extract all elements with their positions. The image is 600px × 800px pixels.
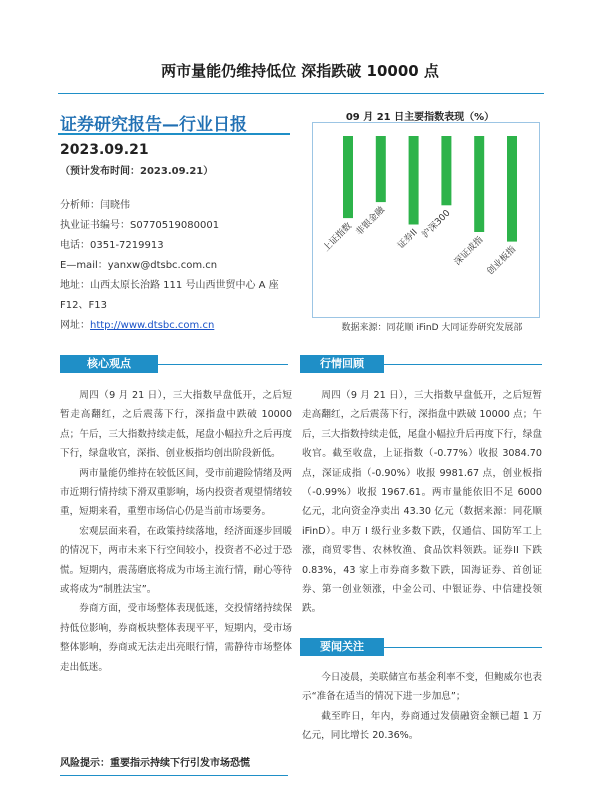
- risk-warning: 风险提示：重要指示持续下行引发市场恐慌: [60, 758, 250, 769]
- market-review-body: [302, 386, 542, 619]
- core-view-body: [60, 386, 292, 677]
- chart-category-label: 创业板指: [485, 244, 519, 278]
- news-paragraph: 今日凌晨，美联储宣布基金利率不变，但鲍威尔也表示“准备在适当的情况下进一步加息”；: [302, 672, 542, 703]
- core-paragraph: 两市量能仍维持在较低区间，受市前避险情绪及两市近期行情持续下滑双重影响，场内投资者观望情绪较重，短期来看，重塑市场信心仍是当前市场要务。: [60, 467, 292, 518]
- chart-bar: [343, 136, 353, 218]
- index-performance-chart: [312, 122, 540, 318]
- report-title-underline: [58, 133, 290, 135]
- website-link[interactable]: http://www.dtsbc.com.cn: [90, 320, 215, 331]
- risk-rule: [60, 775, 288, 776]
- analyst-website: [60, 316, 214, 331]
- analyst-address: 地址：山西太原长治路 111 号山西世贸中心 A 座: [60, 280, 279, 291]
- news-tag: 要闻关注: [300, 638, 384, 656]
- analyst-email: E—mail：yanxw@dtsbc.com.cn: [60, 260, 218, 271]
- report-date: 2023.09.21: [60, 142, 149, 158]
- website-label: 网址：: [60, 320, 90, 331]
- core-paragraph: 券商方面，受市场整体表现低迷，交投情绪持续保持低位影响，券商板块整体表现平平，短期内，受市场整体影响，券商或无法走出亮眼行情，需静待市场整体走出低迷。: [60, 603, 292, 673]
- chart-bar: [376, 136, 386, 202]
- publish-date: （预计发布时间：2023.09.21）: [60, 166, 214, 177]
- chart-bar: [507, 136, 517, 242]
- market-paragraph: 周四（9 月 21 日），三大指数早盘低开，之后短暂走高翻红，之后震荡下行，深指盘中跌破 10000 点；午后，三大指数持续走低，尾盘小幅拉升后再度下行，绿盘收官。截至收盘，上证指数（-0.77%）收报 3084.70 点，深证成指（-0.90%）收报 9981.67 点，创业板指（-0.99%）收报 1967.61。两市量能依旧不足 6000 亿元，北向资金净卖出 43.30 亿元（数据来源：同花顺 iFinD）。申万 I 级行业多数下跌，仅通信、国防军工上涨，商贸零售、农林牧渔、食品饮料领跌。证券II 下跌 0.83%，43 家上市券商多数下跌，国海证券、首创证券、第一创业领涨，中金公司、中银证券、中信建投领跌。: [302, 390, 542, 615]
- analyst-cert: 执业证书编号：S0770519080001: [60, 220, 220, 231]
- core-view-tag: 核心观点: [60, 355, 158, 373]
- chart-category-label: 非银金融: [354, 205, 387, 238]
- core-paragraph: 宏观层面来看，在政策持续落地，经济面逐步回暖的情况下，两市未来下行空间较小，投资者不必过于恐慌。短期内，震荡磨底将成为市场主流行情，耐心等待或将成为“制胜法宝”。: [60, 525, 292, 596]
- chart-source: 数据来源：同花顺 iFinD 大同证券研究发展部: [341, 323, 523, 333]
- chart-bar: [441, 136, 451, 205]
- chart-title: 09 月 21 日主要指数表现（%）: [345, 112, 495, 123]
- analyst-address-cont: F12、F13: [60, 300, 107, 311]
- chart-category-label: 上证指数: [321, 221, 355, 254]
- news-paragraph: 截至昨日，年内，券商通过发债融资金额已超 1 万亿元，同比增长 20.36%。: [302, 710, 542, 742]
- analyst-phone: 电话：0351-7219913: [60, 240, 164, 251]
- market-review-tag: 行情回顾: [300, 355, 384, 373]
- news-body: [302, 668, 542, 746]
- analyst-name: 分析师：闫晓伟: [60, 200, 130, 211]
- report-banner-headline: 两市量能仍维持低位 深指跌破 10000 点: [161, 62, 439, 80]
- chart-bar: [474, 136, 484, 232]
- chart-category-label: 深证成指: [452, 235, 486, 268]
- report-title: 证券研究报告—行业日报: [60, 115, 247, 135]
- chart-category-label: 证券II: [396, 227, 420, 252]
- header-divider: [58, 93, 544, 94]
- core-paragraph: 周四（9 月 21 日），三大指数早盘低开，之后短暂走高翻红，之后震荡下行，深指盘中跌破 10000 点；午后，三大指数持续走低，尾盘小幅拉升之后再度下行，绿盘收官，深指、创业板指均创出阶段新低。: [60, 390, 292, 460]
- chart-category-label: 沪深300: [420, 208, 453, 241]
- chart-bar: [409, 136, 419, 225]
